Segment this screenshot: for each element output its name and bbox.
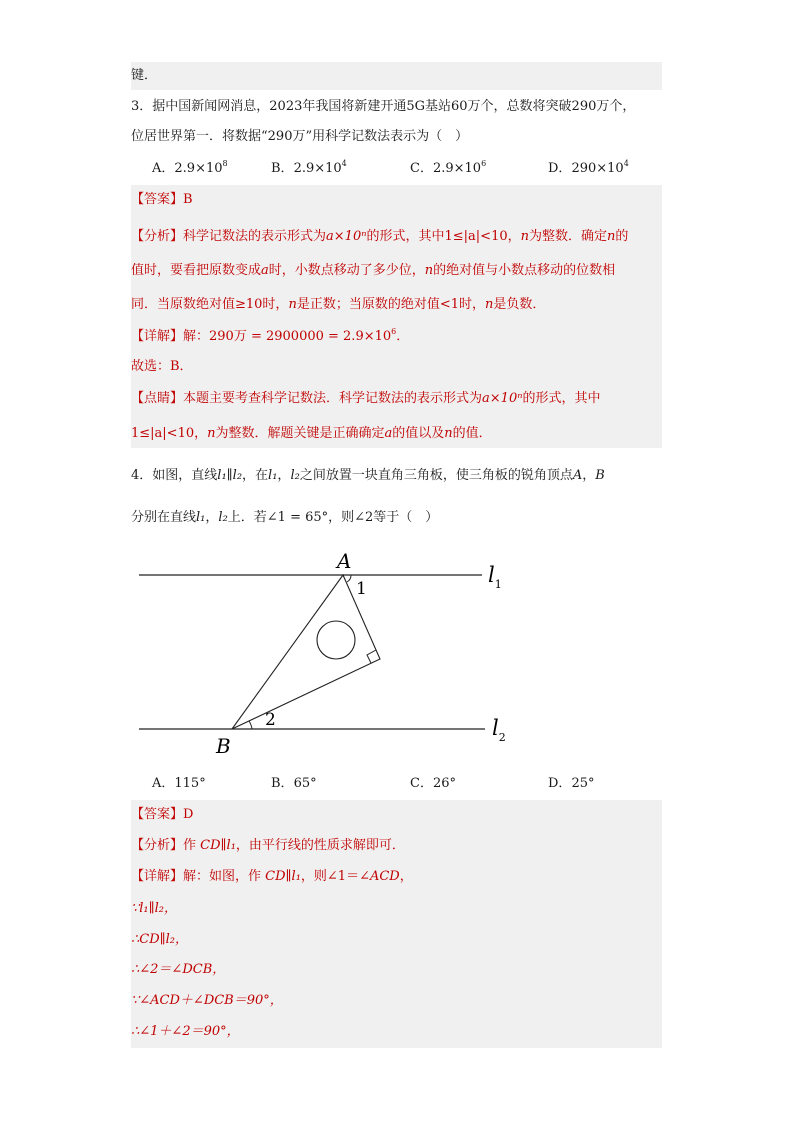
q4-stem-line1: 4．如图，直线l₁∥l₂，在l₁，l₂之间放置一块直角三角板，使三角板的锐角顶点A，B: [131, 468, 605, 483]
q4-step-5: ∴∠1＋∠2＝90°，: [131, 1024, 240, 1039]
q3-option-a: A．$2.9\times 10^8$: [152, 159, 228, 176]
top-fragment: 键．: [131, 68, 158, 83]
ruler-hole: [317, 621, 355, 659]
q4-analysis: 【分析】作 CD∥l₁，由平行线的性质求解即可．: [131, 838, 405, 853]
q4-step-1: ∵l₁∥l₂，: [131, 901, 178, 916]
q4-detail: 【详解】解：如图，作 CD∥l₁，则∠1＝∠ACD，: [131, 869, 413, 884]
q4-step-4: ∵∠ACD＋∠DCB＝90°，: [131, 993, 283, 1008]
angle-1-arc: [347, 575, 351, 582]
shaded-block-q3-solution: [131, 185, 662, 448]
label-1: 1: [356, 579, 367, 599]
q3-comment-line2: 1≤|a|<10，n为整数．解题关键是正确确定a的值以及n的值．: [131, 426, 492, 441]
q4-option-a: A．115°: [152, 776, 206, 791]
triangle-ruler: [232, 575, 380, 729]
q3-comment-line1: 【点睛】本题主要考查科学记数法．科学记数法的表示形式为a×10ⁿ的形式，其中: [131, 391, 601, 406]
q3-stem-line2: 位居世界第一．将数据“290万”用科学记数法表示为（ ）: [131, 129, 469, 144]
q3-option-c: C．$2.9\times 10^6$: [410, 159, 487, 176]
label-l1: $l_1$: [488, 563, 502, 591]
q3-analysis-line2: 值时，要看把原数变成a时，小数点移动了多少位，n的绝对值与小数点移动的位数相: [131, 263, 616, 278]
q4-option-c: C．26°: [410, 776, 456, 791]
label-l2: $l_2$: [492, 716, 506, 744]
q4-stem-line2: 分别在直线l₁，l₂上．若∠1 = 65°，则∠2等于（ ）: [131, 510, 439, 525]
q3-analysis-line3: 同．当原数绝对值≥10时，n是正数；当原数的绝对值<1时，n是负数．: [131, 297, 546, 312]
q3-choose: 故选：B．: [131, 359, 193, 374]
label-B: B: [216, 734, 231, 758]
q3-option-b: B．$2.9\times 10^4$: [271, 159, 347, 176]
q3-stem-line1: 3．据中国新闻网消息，2023年我国将新建开通5G基站60万个，总数将突破290万个，: [131, 99, 636, 114]
label-A: A: [337, 549, 352, 573]
q4-answer: 【答案】D: [131, 807, 194, 822]
q3-detail: 【详解】解：290万 = $2900000 = 2.9\times 10^6$．: [131, 327, 410, 344]
angle-2-arc: [249, 721, 252, 729]
q4-step-3: ∴∠2＝∠DCB，: [131, 962, 226, 977]
q4-step-2: ∴CD∥l₂，: [131, 932, 189, 947]
q4-option-d: D．25°: [548, 776, 595, 791]
right-angle-mark: [367, 650, 376, 663]
q4-option-b: B．65°: [271, 776, 317, 791]
q3-answer: 【答案】B: [131, 192, 193, 207]
q3-option-d: D．$290\times 10^4$: [548, 159, 629, 176]
shaded-block-top: [131, 62, 662, 90]
label-2: 2: [265, 710, 276, 730]
q3-analysis-line1: 【分析】科学记数法的表示形式为a×10ⁿ的形式，其中1≤|a|<10，n为整数．确定n的: [131, 229, 629, 244]
